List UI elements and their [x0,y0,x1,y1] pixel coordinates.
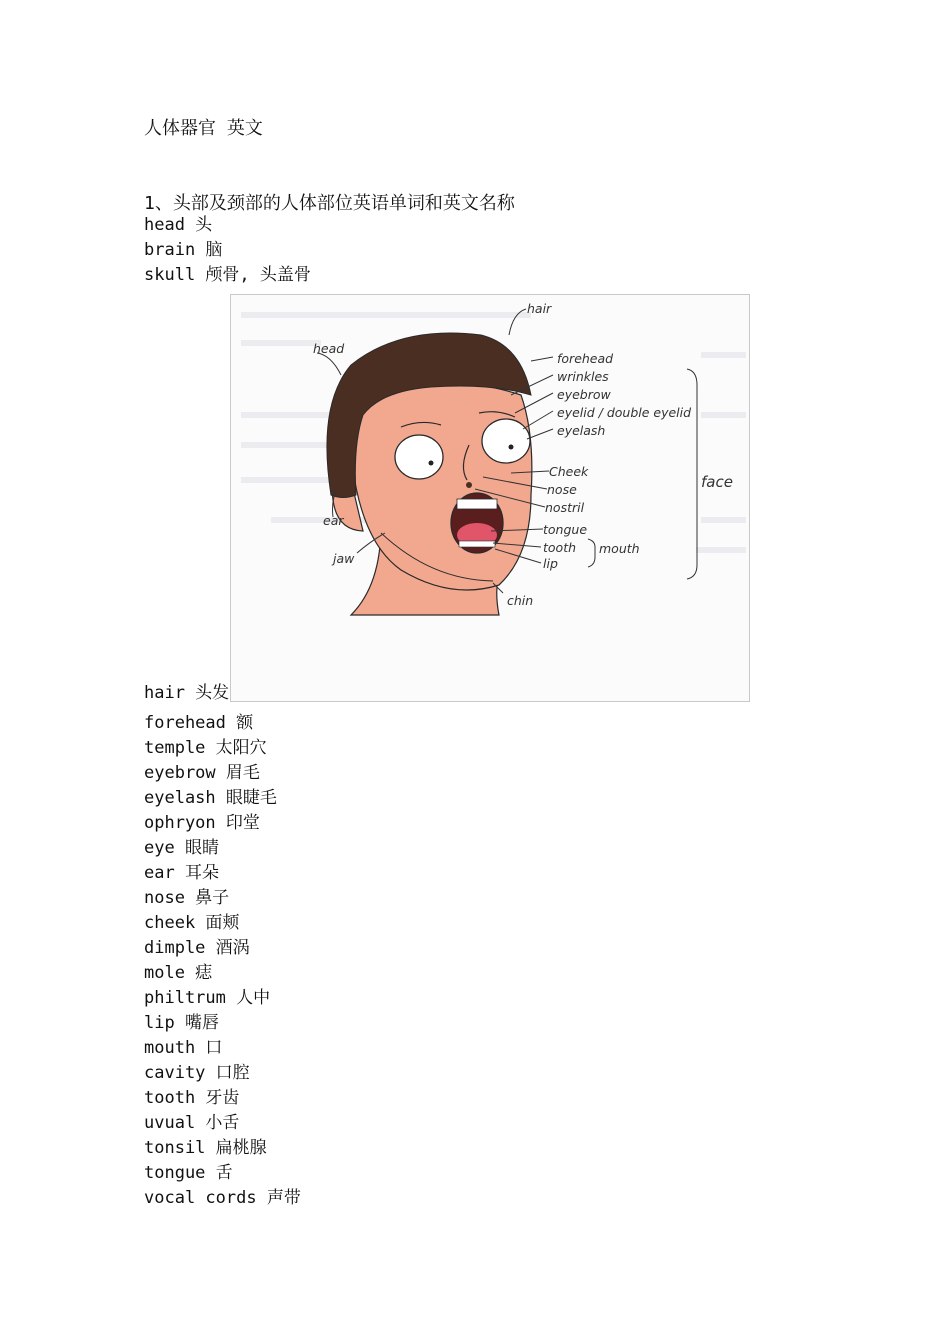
label-eyelash: eyelash [557,423,606,438]
right-eye [482,419,530,463]
label-eyelid: eyelid / double eyelid [557,405,692,420]
list-item: cavity 口腔 [144,1063,250,1083]
list-item: cheek 面颊 [144,913,240,933]
face-anatomy-figure [230,294,750,702]
label-cheek: Cheek [549,464,589,479]
list-item: ear 耳朵 [144,863,219,883]
label-mouth: mouth [599,541,640,556]
list-item: nose 鼻子 [144,888,230,908]
intro-term-skull: skull 颅骨, 头盖骨 [144,265,311,285]
list-item: mole 痣 [144,963,213,983]
list-item: tongue 舌 [144,1163,233,1183]
label-nose: nose [547,482,577,497]
list-item: dimple 酒涡 [144,938,250,958]
label-face: face [701,473,733,491]
label-tongue: tongue [543,522,588,537]
label-nostril: nostril [545,500,585,515]
intro-term-brain: brain 脑 [144,240,223,260]
list-item: temple 太阳穴 [144,738,267,758]
label-chin: chin [507,593,534,608]
label-ear: ear [323,513,344,528]
list-item: tonsil 扁桃腺 [144,1138,267,1158]
list-item: uvual 小舌 [144,1113,240,1133]
left-eye [395,435,443,479]
list-item: lip 嘴唇 [144,1013,219,1033]
section-heading: 1、头部及颈部的人体部位英语单词和英文名称 [144,193,515,214]
label-head: head [313,341,345,356]
label-forehead: forehead [557,351,614,366]
face-shape [349,384,532,590]
list-item: vocal cords 声带 [144,1188,301,1208]
caption-term-hair: hair 头发 [144,683,230,703]
list-item: mouth 口 [144,1038,223,1058]
list-item: eyelash 眼睫毛 [144,788,277,808]
list-item: eye 眼睛 [144,838,219,858]
list-item: forehead 额 [144,713,254,733]
label-tooth: tooth [543,540,577,555]
label-hair: hair [527,301,552,316]
label-eyebrow: eyebrow [557,387,611,402]
list-item: philtrum 人中 [144,988,271,1008]
list-item: ophryon 印堂 [144,813,260,833]
label-lip: lip [543,556,558,571]
list-item: tooth 牙齿 [144,1088,240,1108]
list-item: eyebrow 眉毛 [144,763,260,783]
intro-term-head: head 头 [144,215,213,235]
label-jaw: jaw [333,551,355,566]
doc-title: 人体器官 英文 [144,118,263,139]
label-wrinkles: wrinkles [557,369,609,384]
